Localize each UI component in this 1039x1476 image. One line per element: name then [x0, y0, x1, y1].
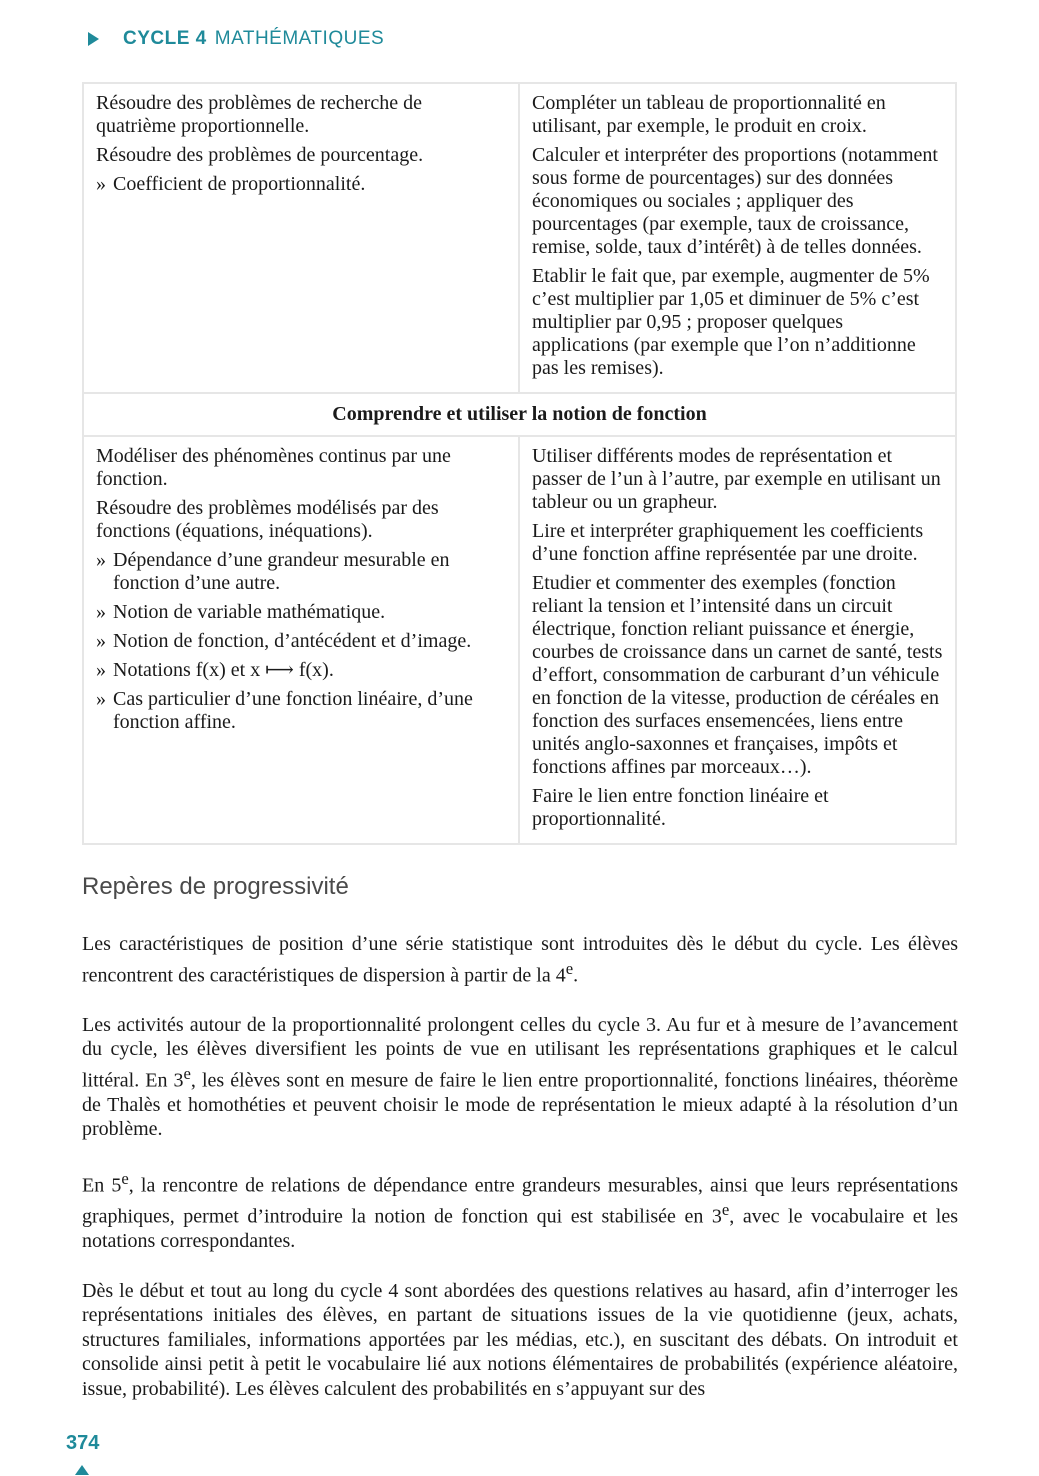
header-cycle: CYCLE 4 [123, 28, 207, 49]
list-item-text: Coefficient de proportionnalité. [113, 173, 366, 195]
table-cell-left [84, 84, 520, 392]
play-triangle-icon [88, 32, 99, 46]
cell-paragraph: Modéliser des phénomènes continus par une fonction. [96, 445, 451, 490]
cell-paragraph: Utiliser différents modes de représentation et passer de l’un à l’autre, par exemple en utilisant un tableur ou un grapheur. [532, 445, 941, 513]
section-title: Repères de progressivité [82, 873, 349, 900]
bullet-marker: » [96, 601, 106, 623]
body-paragraph: Dès le début et tout au long du cycle 4 sont abordées des questions relatives au hasard, afin d’interroger les représentations initiales des élèves, en partant de situations issues de la vie quotidienne (jeux, achats, structures familiales, informations apportées par les médias, etc.), en suscitant des débats. On introduit et consolide ainsi petit à petit le vocabulaire lié aux notions élémentaires de probabilités (expérience aléatoire, issue, probabilité). Les élèves calculent des probabilités en s’appuyant sur des [82, 1279, 958, 1400]
cell-paragraph: Résoudre des problèmes de pourcentage. [96, 144, 424, 166]
text-run: Les activités autour de la proportionnalité prolongent celles du cycle 3. Au fur et à mesure de l’avancement du cycle, les élèves diversifient les points de vue en utilisant les représentations graphiques et le calcul littéral. En 3 [82, 1013, 958, 1092]
cell-paragraph: Résoudre des problèmes modélisés par des fonctions (équations, inéquations). [96, 497, 439, 542]
list-item-text: Notion de fonction, d’antécédent et d’image. [113, 630, 472, 652]
text-run: Les caractéristiques de position d’une série statistique sont introduites dès le début du cycle. Les élèves rencontrent des caractéristiques de dispersion à partir de la 4 [82, 933, 958, 987]
list-item [96, 601, 506, 624]
page-number: 374 [66, 1432, 100, 1454]
table-cell-right [520, 437, 955, 843]
running-header [88, 26, 384, 52]
bullet-marker: » [96, 173, 106, 195]
list-item-text: Notations f(x) et x ⟼ f(x). [113, 659, 334, 681]
text-run: . [573, 964, 579, 987]
text-run: , les élèves sont en mesure de faire le lien entre proportionnalité, fonctions linéaires, théorème de Thalès et homothéties et peuvent choisir le mode de représentation le mieux adapté à la résolution d’un problème. [82, 1069, 958, 1141]
bullet-marker: » [96, 549, 106, 571]
competencies-table [82, 82, 957, 845]
superscript: e [183, 1063, 191, 1083]
body-paragraph [82, 1167, 958, 1254]
cell-paragraph: Calculer et interpréter des proportions (notamment sous forme de pourcentages) sur des données économiques ou sociales ; appliquer des pourcentages (par exemple, taux de croissance, remise, solde, taux d’intérêt) à de telles données. [532, 144, 938, 258]
list-item [96, 688, 506, 734]
table-section-heading: Comprendre et utiliser la notion de fonction [84, 392, 955, 435]
up-triangle-icon [75, 1465, 89, 1475]
list-item [96, 659, 506, 682]
body-text [82, 932, 958, 1426]
header-subject: MATHÉMATIQUES [214, 28, 385, 49]
table-cell-right [520, 84, 955, 392]
bullet-list [96, 173, 506, 196]
text-run: , avec le vocabulaire et les notations correspondantes. [82, 1205, 958, 1253]
bullet-list [96, 549, 506, 734]
bullet-marker: » [96, 688, 106, 710]
text-run: , la rencontre de relations de dépendance entre grandeurs mesurables, ainsi que leurs représentations graphiques, permet d’introduire la notion de fonction qui est stabilisée en 3 [82, 1174, 959, 1228]
list-item [96, 630, 506, 653]
list-item-text: Dépendance d’une grandeur mesurable en fonction d’une autre. [113, 549, 450, 594]
superscript: e [121, 1168, 129, 1188]
list-item-text: Cas particulier d’une fonction linéaire, d’une fonction affine. [113, 688, 473, 733]
table-row [84, 84, 955, 392]
table-cell-left [84, 437, 520, 843]
bullet-marker: » [96, 659, 106, 681]
text-run: En 5 [82, 1174, 122, 1197]
list-item [96, 173, 506, 196]
cell-paragraph: Compléter un tableau de proportionnalité en utilisant, par exemple, le produit en croix. [532, 92, 886, 137]
cell-paragraph: Résoudre des problèmes de recherche de quatrième proportionnelle. [96, 92, 422, 137]
bullet-marker: » [96, 630, 106, 652]
cell-paragraph: Etudier et commenter des exemples (fonction reliant la tension et l’intensité dans un circuit électrique, fonction reliant puissance et énergie, courbes de croissance dans un carnet de santé, tests d’effort, consommation de carburant d’un véhicule en fonction de la vitesse, production de céréales en fonction des surfaces ensemencées, liens entre unités anglo-saxonnes et françaises, impôts et fonctions affines par morceaux…). [532, 572, 943, 778]
superscript: e [721, 1199, 730, 1219]
cell-paragraph: Etablir le fait que, par exemple, augmenter de 5% c’est multiplier par 1,05 et diminuer de 5% c’est multiplier par 0,95 ; proposer quelques applications (par exemple que l’on n’additionne pas les remises). [532, 265, 930, 379]
list-item-text: Notion de variable mathématique. [113, 601, 386, 623]
body-paragraph [82, 1013, 958, 1142]
superscript: e [565, 958, 574, 978]
cell-paragraph: Lire et interpréter graphiquement les coefficients d’une fonction affine représentée par une droite. [532, 520, 924, 565]
table-row [84, 435, 955, 843]
cell-paragraph: Faire le lien entre fonction linéaire et proportionnalité. [532, 785, 829, 830]
list-item [96, 549, 506, 595]
body-paragraph [82, 932, 958, 988]
